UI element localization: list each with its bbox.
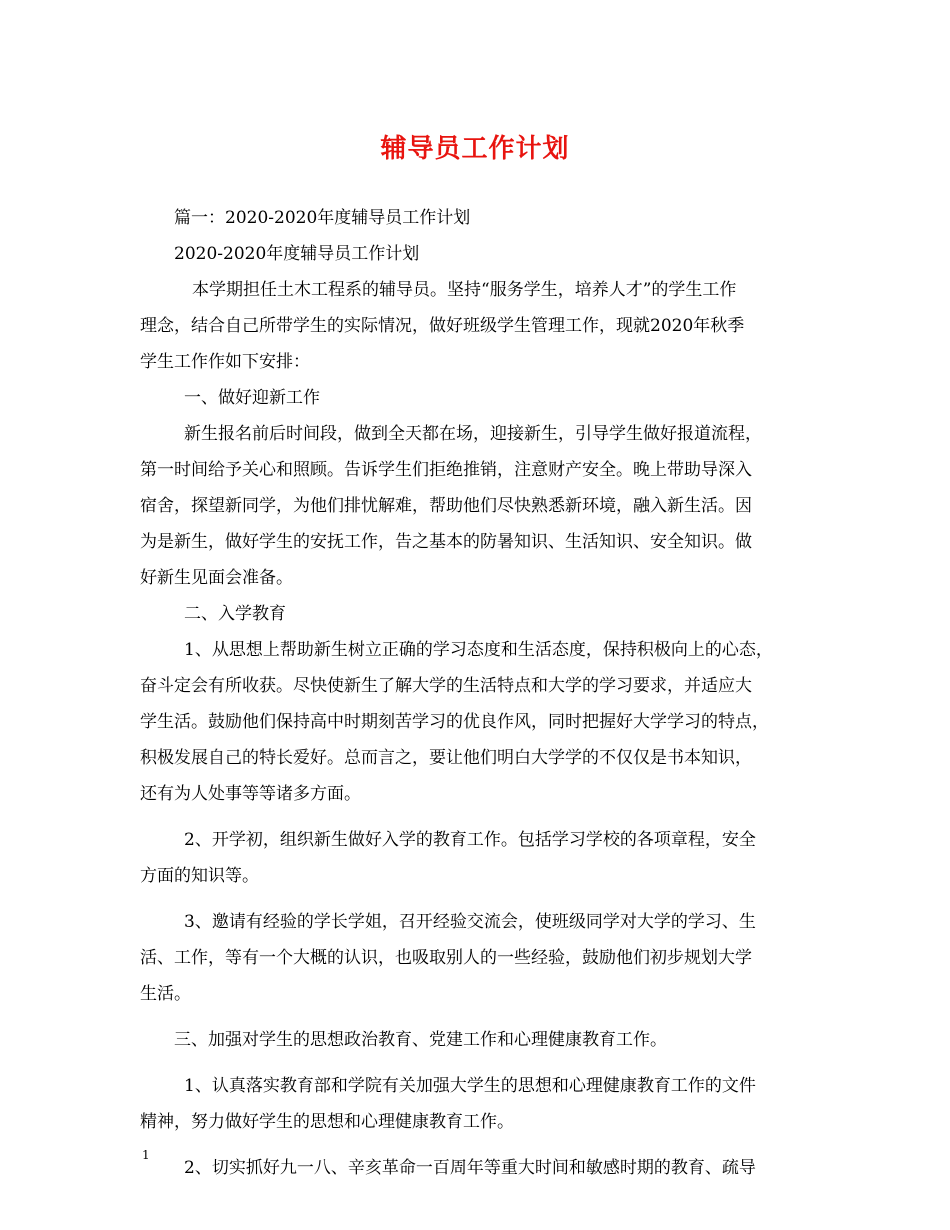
- document-body: [140, 200, 815, 1186]
- body-line: 2、开学初，组织新生做好入学的教育工作。包括学习学校的各项章程，安全: [184, 830, 756, 850]
- section-heading: 三、加强对学生的思想政治教育、党建工作和心理健康教育工作。: [174, 1030, 667, 1050]
- body-line: 精神，努力做好学生的思想和心理健康教育工作。: [140, 1112, 514, 1132]
- body-line: 3、邀请有经验的学长学姐，召开经验交流会，使班级同学对大学的学习、生: [184, 912, 756, 932]
- paragraph-gap: [140, 1140, 815, 1150]
- paragraph-gap: [140, 1058, 815, 1068]
- paragraph-gap: [140, 812, 815, 822]
- section-heading: 二、入学教育: [184, 604, 286, 624]
- paragraph-gap: [140, 1012, 815, 1022]
- document-title: 辅导员工作计划: [380, 134, 570, 164]
- page-number: 1: [142, 1148, 150, 1162]
- body-line: 理念，结合自己所带学生的实际情况，做好班级学生管理工作，现就2020年秋季: [140, 316, 745, 336]
- body-line: 奋斗定会有所收获。尽快使新生了解大学的生活特点和大学的学习要求，并适应大: [140, 676, 752, 696]
- body-line: 2020-2020年度辅导员工作计划: [174, 244, 420, 264]
- body-line: 第一时间给予关心和照顾。告诉学生们拒绝推销，注意财产安全。晚上带助导深入: [140, 460, 752, 480]
- paragraph-gap: [140, 894, 815, 904]
- body-line: 1、从思想上帮助新生树立正确的学习态度和生活态度，保持积极向上的心态，: [184, 640, 773, 660]
- body-line: 学生工作作如下安排：: [140, 352, 310, 372]
- section-heading: 一、做好迎新工作: [184, 388, 320, 408]
- body-line: 好新生见面会准备。: [140, 568, 293, 588]
- body-line: 活、工作，等有一个大概的认识，也吸取别人的一些经验，鼓励他们初步规划大学: [140, 948, 752, 968]
- body-line: 1、认真落实教育部和学院有关加强大学生的思想和心理健康教育工作的文件: [184, 1076, 756, 1096]
- body-line: 篇一：2020-2020年度辅导员工作计划: [174, 208, 471, 228]
- body-line: 积极发展自己的特长爱好。总而言之，要让他们明白大学学的不仅仅是书本知识，: [140, 748, 752, 768]
- body-line: 新生报名前后时间段，做到全天都在场，迎接新生，引导学生做好报道流程，: [184, 424, 762, 444]
- body-line: 本学期担任土木工程系的辅导员。坚持“服务学生，培养人才”的学生工作: [192, 280, 737, 300]
- body-line: 生活。: [140, 984, 191, 1004]
- body-line: 方面的知识等。: [140, 866, 259, 886]
- body-line: 还有为人处事等等诸多方面。: [140, 784, 361, 804]
- body-line: 学生活。鼓励他们保持高中时期刻苦学习的优良作风，同时把握好大学学习的特点，: [140, 712, 769, 732]
- body-line: 宿舍，探望新同学，为他们排忧解难，帮助他们尽快熟悉新环境，融入新生活。因: [140, 496, 752, 516]
- body-line: 为是新生，做好学生的安抚工作，告之基本的防暑知识、生活知识、安全知识。做: [140, 532, 752, 552]
- body-line: 2、切实抓好九一八、辛亥革命一百周年等重大时间和敏感时期的教育、疏导: [184, 1158, 756, 1178]
